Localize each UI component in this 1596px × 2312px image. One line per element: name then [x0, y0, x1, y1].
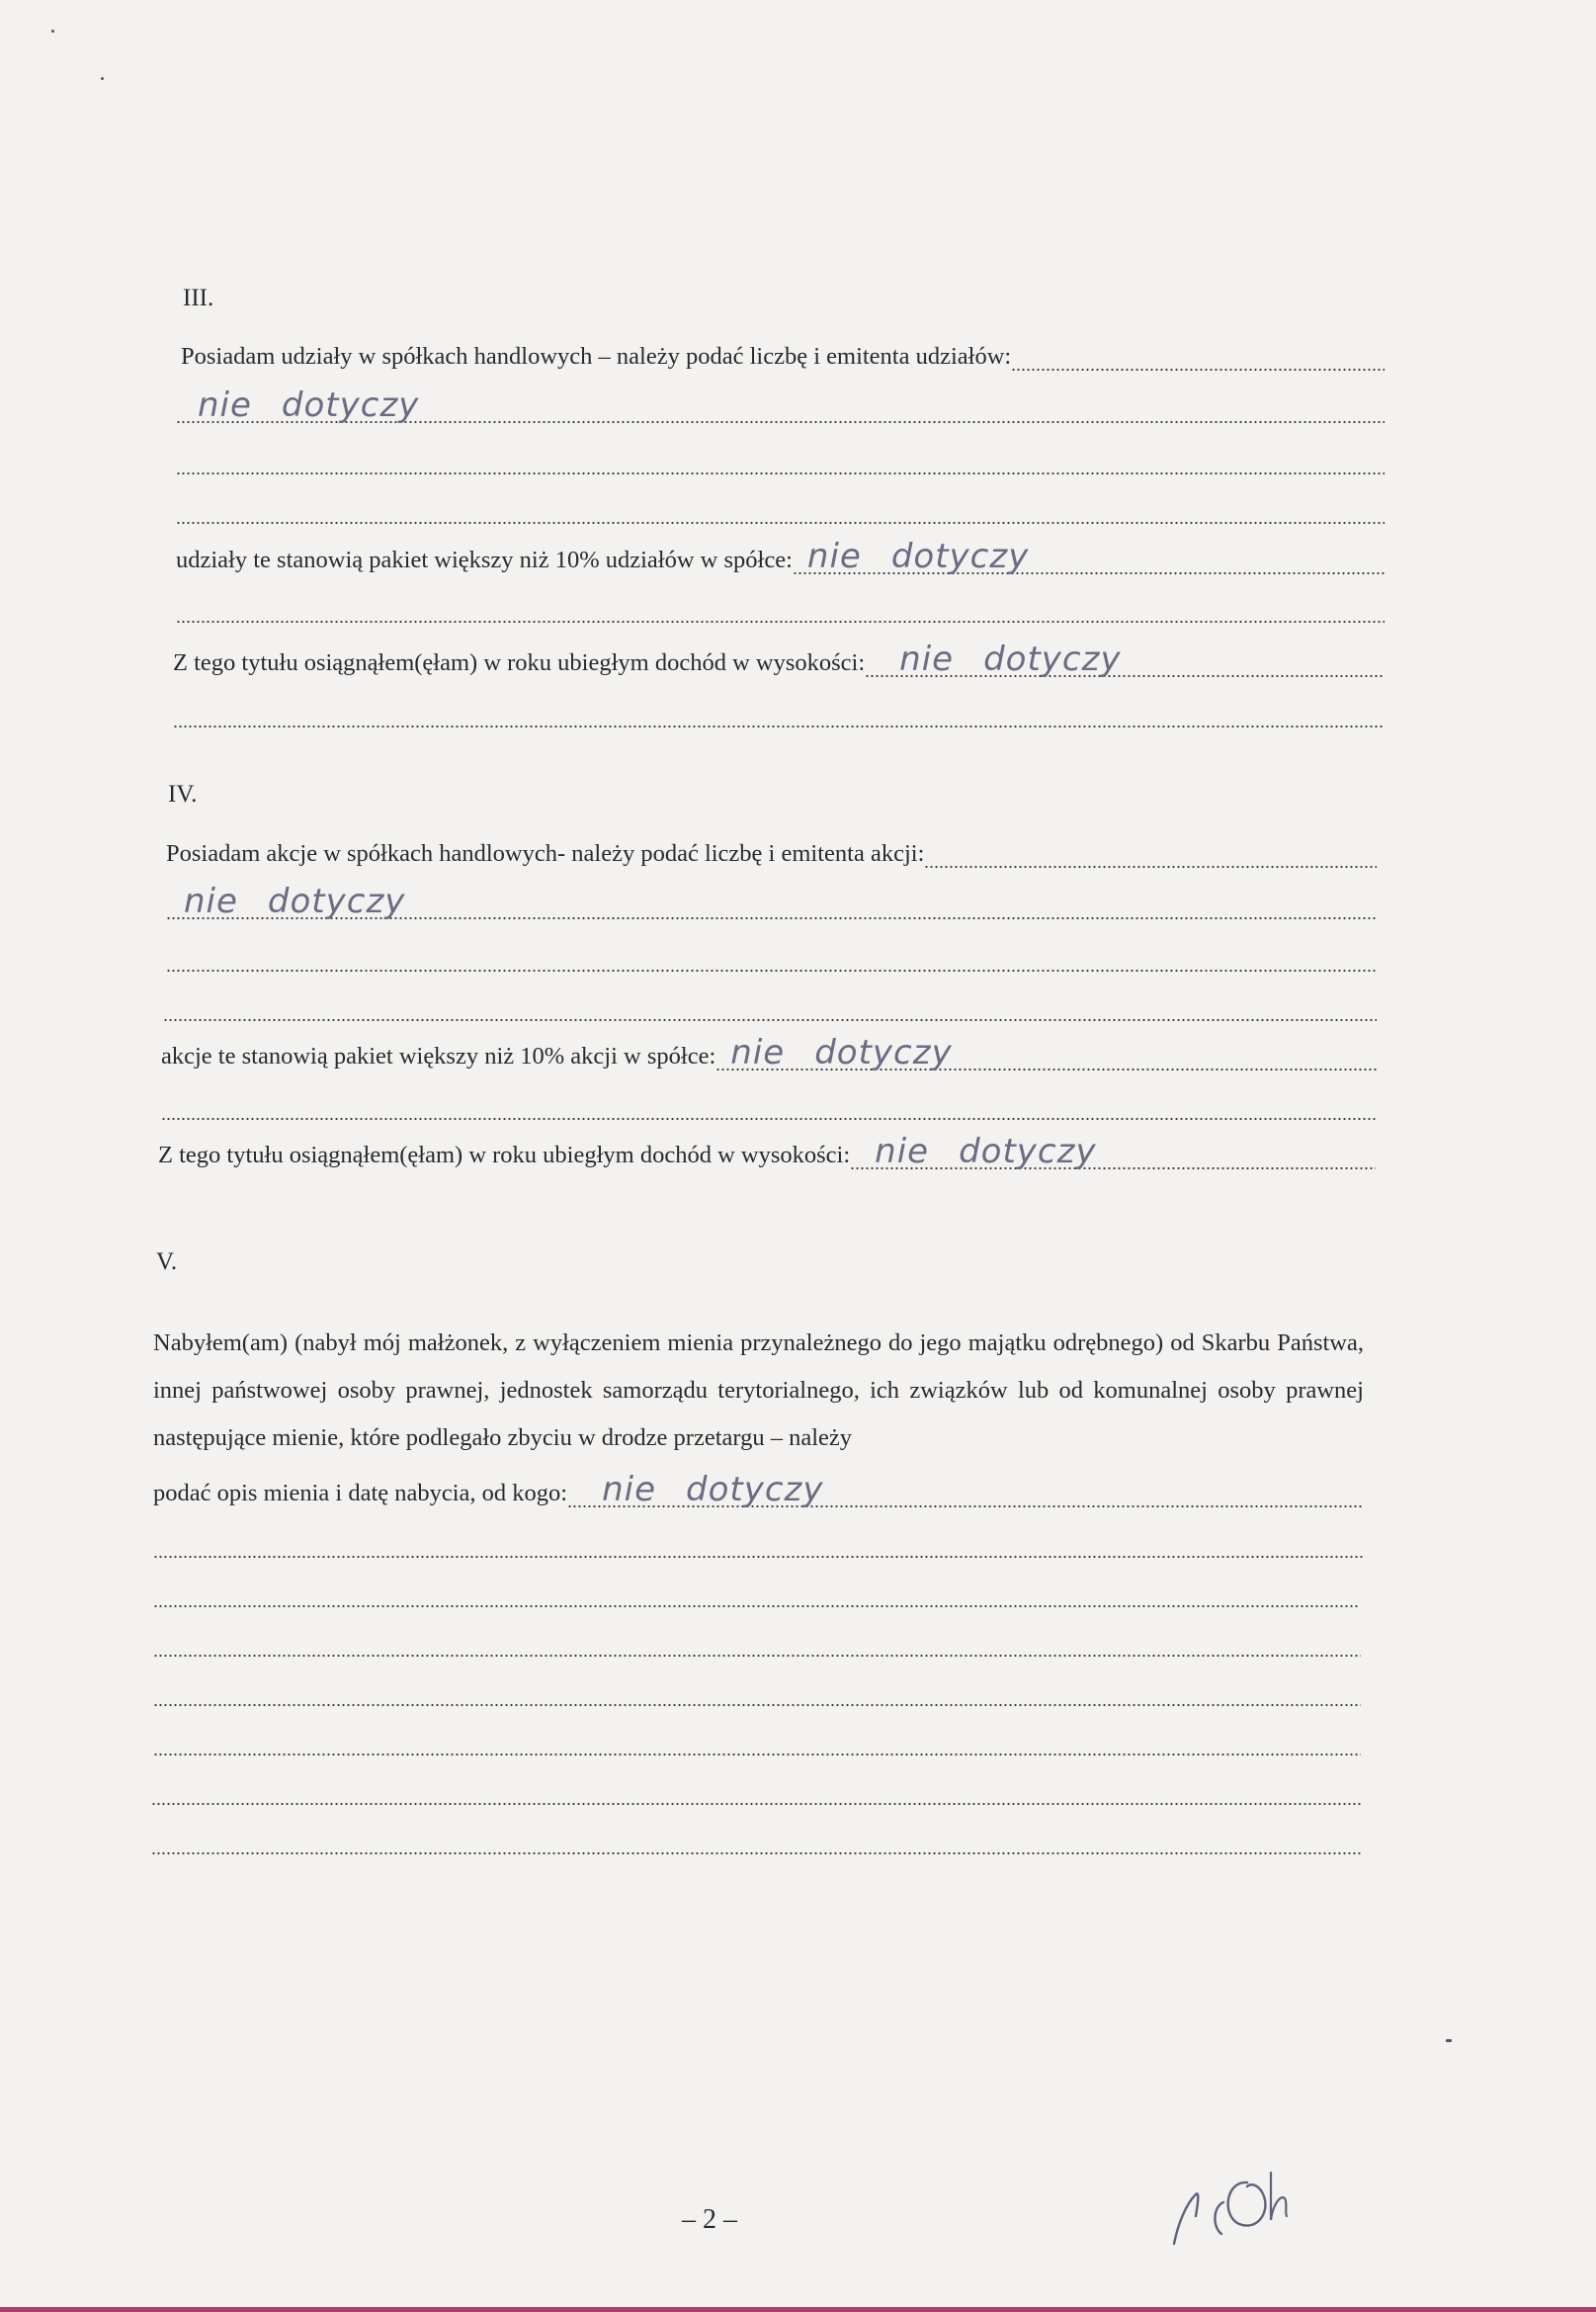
dotted-fill	[166, 939, 1377, 973]
income-line	[158, 1132, 1376, 1171]
blank-line[interactable]	[173, 695, 1385, 728]
blank-line[interactable]	[153, 1575, 1359, 1608]
stake-answer: nie dotyczy	[806, 537, 1030, 576]
stocks-label: Posiadam akcje w spółkach handlowych- należy podać liczbę i emitenta akcji:	[166, 839, 925, 867]
blank-line[interactable]	[176, 590, 1385, 624]
blank-line[interactable]	[151, 1772, 1361, 1806]
section-iii-heading: III.	[183, 285, 214, 311]
dotted-fill	[151, 1772, 1361, 1806]
blank-line[interactable]	[153, 1673, 1361, 1707]
dotted-fill	[176, 442, 1385, 475]
dotted-fill[interactable]	[567, 1470, 1364, 1509]
dotted-fill	[924, 835, 1377, 869]
dotted-fill	[1011, 338, 1385, 372]
dotted-fill	[161, 1087, 1377, 1121]
blank-line[interactable]	[166, 939, 1377, 973]
dotted-fill[interactable]	[715, 1033, 1377, 1072]
dotted-fill	[153, 1525, 1364, 1559]
stocks-answer-line[interactable]	[166, 882, 1377, 921]
stake-line	[176, 537, 1385, 576]
acquisition-line	[153, 1470, 1364, 1509]
shares-line	[181, 338, 1385, 372]
page-number: – 2 –	[682, 2204, 737, 2235]
dotted-fill	[166, 882, 1377, 921]
page-edge	[0, 2307, 1596, 2312]
dotted-fill	[153, 1624, 1361, 1658]
dotted-fill	[163, 988, 1377, 1022]
stake-label: udziały te stanowią pakiet większy niż 10% udziałów w spółce:	[176, 546, 793, 573]
shares-answer-line[interactable]	[176, 385, 1385, 425]
dotted-fill	[153, 1575, 1359, 1608]
shares-label: Posiadam udziały w spółkach handlowych – należy podać liczbę i emitenta udziałów:	[181, 342, 1012, 370]
dotted-fill[interactable]	[793, 537, 1385, 576]
blank-line[interactable]	[153, 1723, 1361, 1756]
dotted-fill	[173, 695, 1385, 728]
acquisition-label: podać opis mienia i datę nabycia, od kogo:	[153, 1479, 568, 1506]
stake-line	[161, 1033, 1377, 1072]
dotted-fill	[153, 1673, 1361, 1707]
income-answer: nie dotyczy	[899, 640, 1122, 679]
blank-line[interactable]	[153, 1624, 1361, 1658]
dotted-fill	[176, 491, 1385, 525]
stocks-answer: nie dotyczy	[184, 882, 406, 921]
stake-answer: nie dotyczy	[730, 1033, 953, 1072]
dotted-fill	[176, 385, 1385, 425]
income-label: Z tego tytułu osiągnąłem(ęłam) w roku ubiegłym dochód w wysokości:	[173, 648, 866, 676]
signature-mark	[1156, 2165, 1329, 2254]
blank-line[interactable]	[161, 1087, 1377, 1121]
stocks-line	[166, 835, 1377, 869]
income-label: Z tego tytułu osiągnąłem(ęłam) w roku ubiegłym dochód w wysokości:	[158, 1141, 851, 1168]
income-answer: nie dotyczy	[875, 1132, 1097, 1171]
dotted-fill[interactable]	[850, 1132, 1376, 1171]
blank-line[interactable]	[176, 442, 1385, 475]
blank-line[interactable]	[163, 988, 1377, 1022]
section-iv-heading: IV.	[168, 781, 198, 808]
dotted-fill	[153, 1723, 1361, 1756]
blank-line[interactable]	[151, 1822, 1361, 1855]
blank-line[interactable]	[176, 491, 1385, 525]
shares-answer: nie dotyczy	[198, 385, 420, 425]
acquisition-paragraph: Nabyłem(am) (nabył mój małżonek, z wyłączeniem mienia przynależnego do jego majątku odrębnego) od Skarbu Państwa, innej państwowej osoby prawnej, jednostek samorządu terytorialnego, ich związków lub od komunalnej osoby prawnej następujące mienie, które podlegało zbyciu w drodze przetargu – należy	[153, 1329, 1364, 1451]
stake-label: akcje te stanowią pakiet większy niż 10% akcji w spółce:	[161, 1042, 716, 1070]
section-v-heading: V.	[156, 1248, 178, 1275]
blank-line[interactable]	[153, 1525, 1364, 1559]
dotted-fill	[151, 1822, 1361, 1855]
acquisition-answer: nie dotyczy	[602, 1470, 824, 1509]
dotted-fill[interactable]	[865, 640, 1385, 679]
income-line	[173, 640, 1385, 679]
dotted-fill	[176, 590, 1385, 624]
